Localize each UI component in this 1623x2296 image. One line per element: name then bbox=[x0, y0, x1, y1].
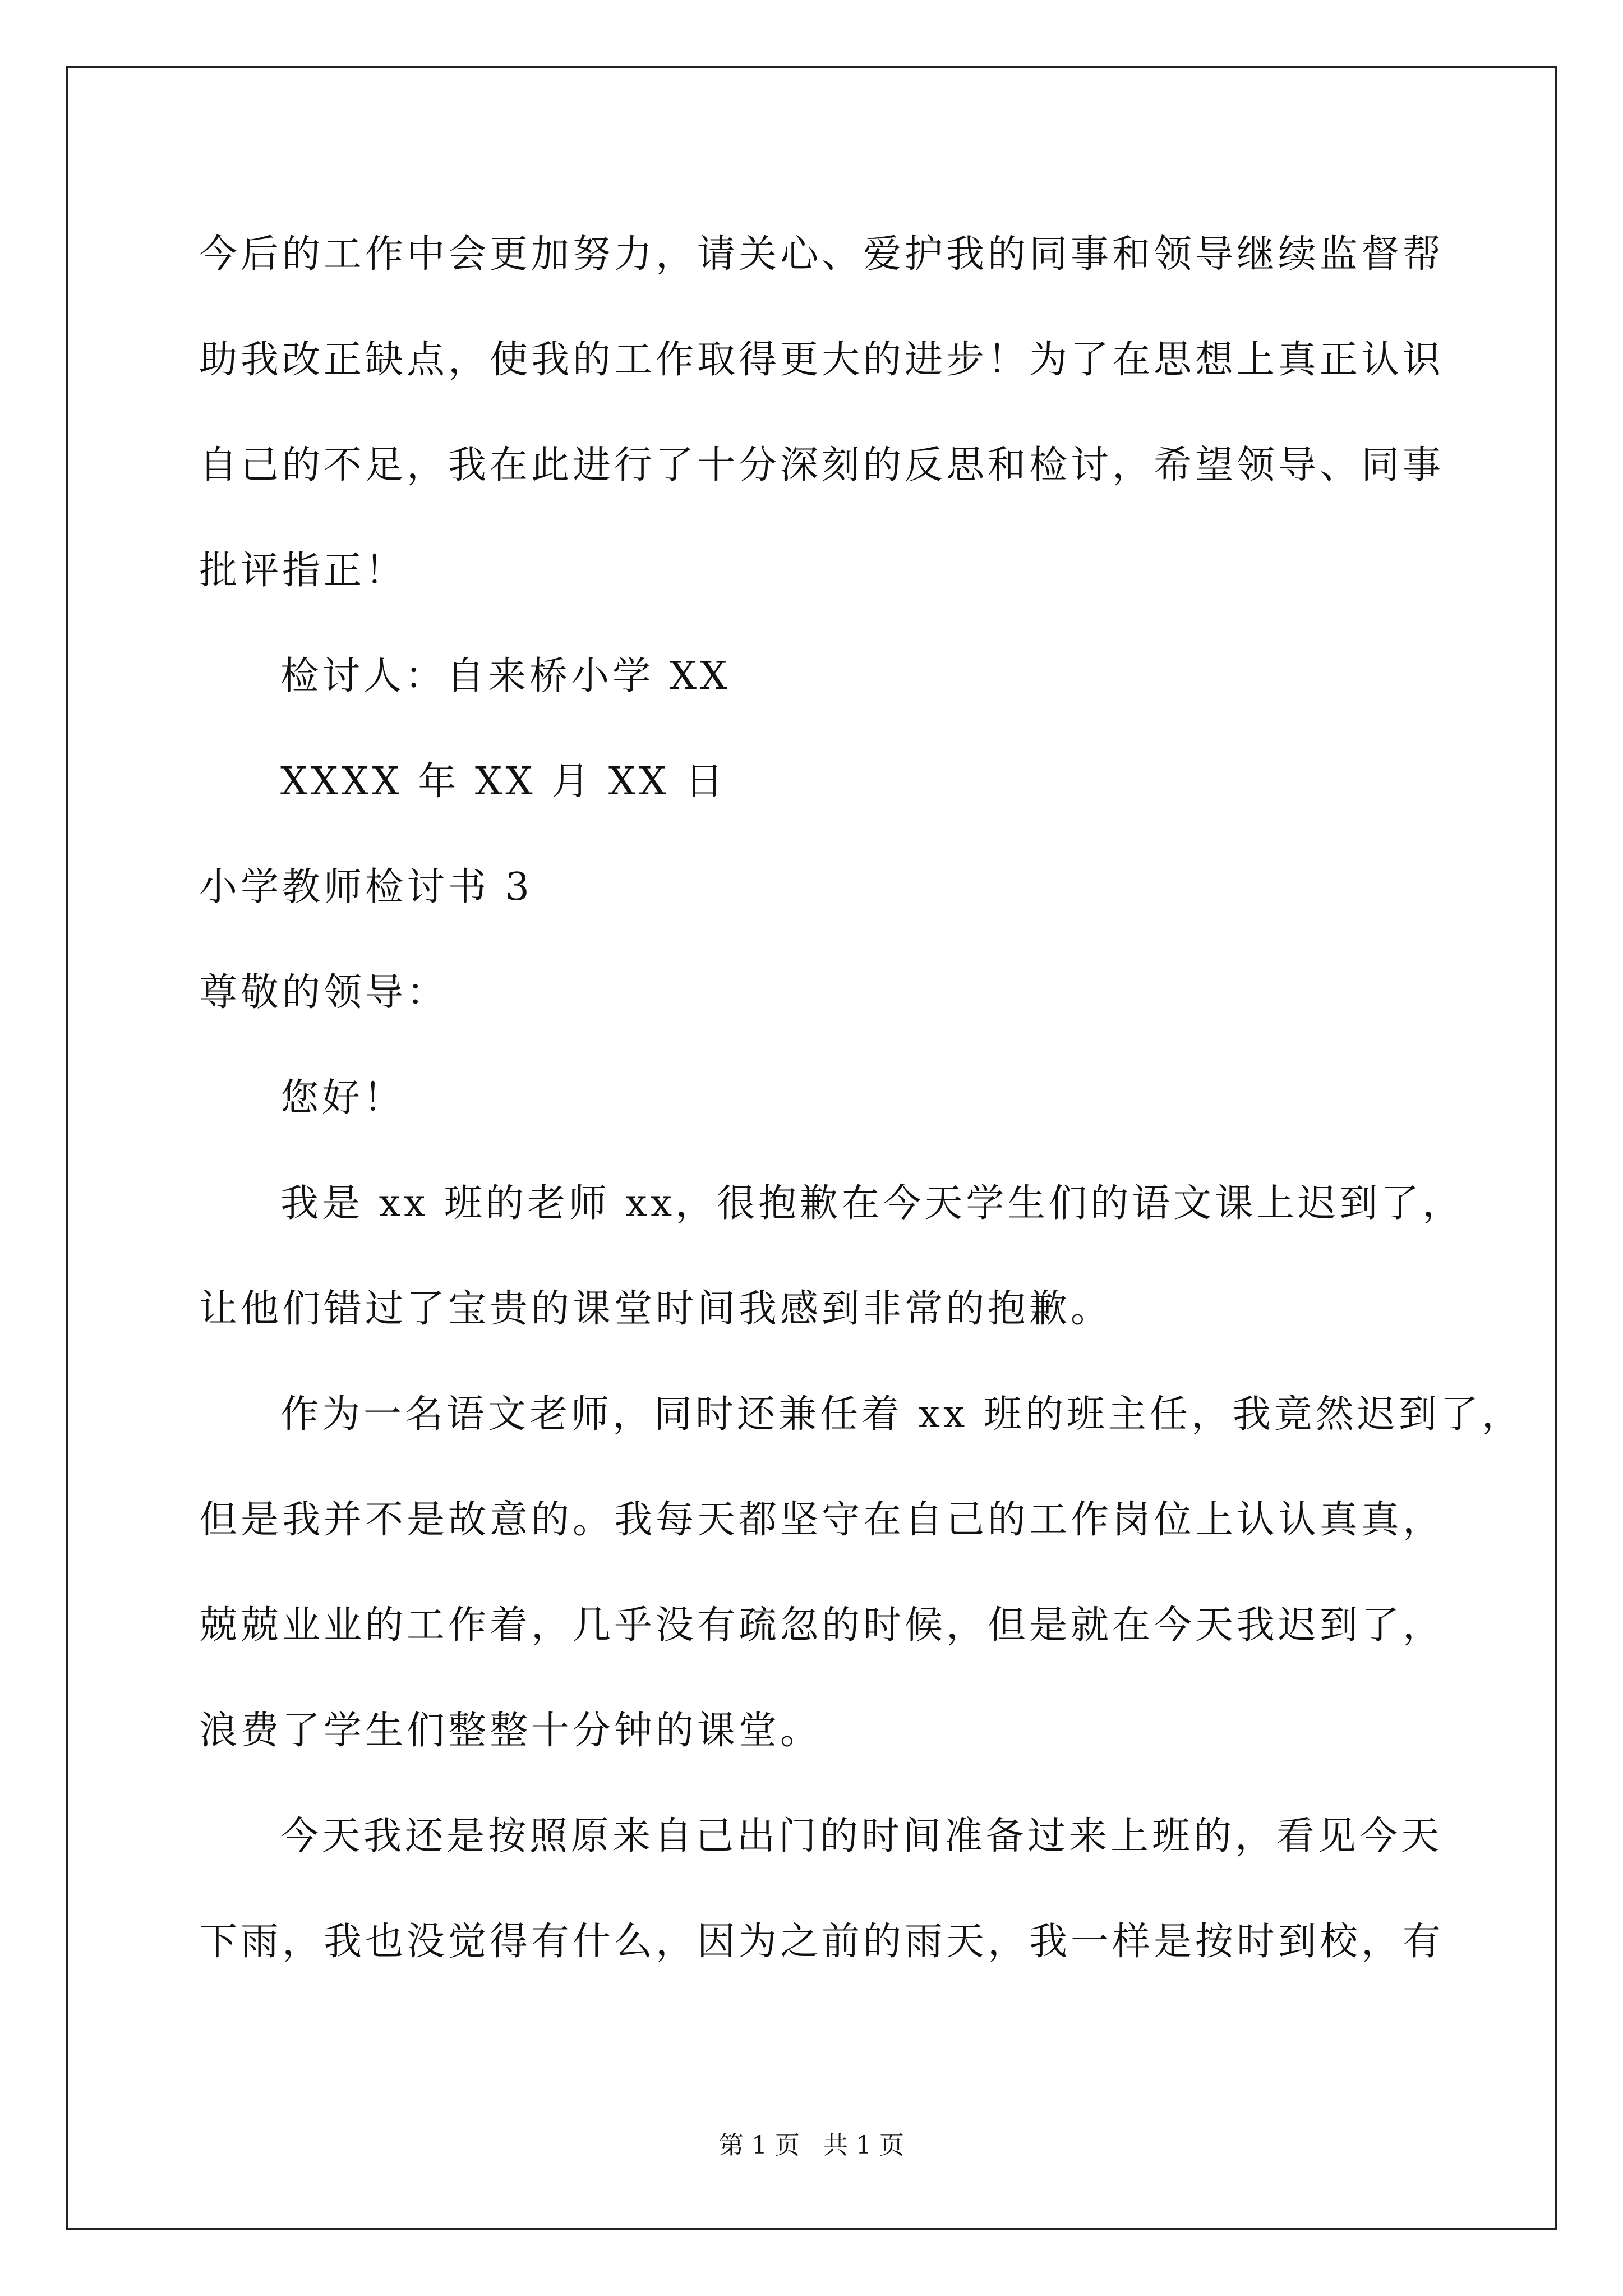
text-line: 兢兢业业的工作着，几乎没有疏忽的时候，但是就在今天我迟到了， bbox=[199, 1603, 1445, 1648]
text-line: 今天我还是按照原来自己出门的时间准备过来上班的，看见今天 bbox=[280, 1814, 1443, 1858]
text-line: 自己的不足，我在此进行了十分深刻的反思和检讨，希望领导、同事 bbox=[199, 443, 1445, 487]
date-line: XXXX 年 XX 月 XX 日 bbox=[280, 760, 727, 804]
text-line: 批评指正！ bbox=[199, 549, 407, 593]
document-body bbox=[199, 202, 1523, 1995]
text-line: 但是我并不是故意的。我每天都坚守在自己的工作岗位上认认真真， bbox=[199, 1498, 1445, 1542]
section-title: 小学教师检讨书 3 bbox=[199, 865, 533, 909]
signature-line: 检讨人：自来桥小学 XX bbox=[280, 654, 731, 698]
text-line: 作为一名语文老师，同时还兼任着 xx 班的班主任，我竟然迟到了， bbox=[280, 1392, 1523, 1437]
text-line: 今后的工作中会更加努力，请关心、爱护我的同事和领导继续监督帮 bbox=[199, 232, 1445, 277]
text-line: 我是 xx 班的老师 xx，很抱歉在今天学生们的语文课上迟到了， bbox=[280, 1181, 1464, 1226]
text-line: 下雨，我也没觉得有什么，因为之前的雨天，我一样是按时到校，有 bbox=[199, 1920, 1445, 1964]
text-line: 浪费了学生们整整十分钟的课堂。 bbox=[199, 1709, 822, 1753]
text-line: 助我改正缺点，使我的工作取得更大的进步！为了在思想上真正认识 bbox=[199, 338, 1445, 382]
text-line: 让他们错过了宝贵的课堂时间我感到非常的抱歉。 bbox=[199, 1287, 1113, 1331]
page-footer: 第 1 页 共 1 页 bbox=[719, 2131, 904, 2160]
greeting: 您好！ bbox=[280, 1076, 405, 1120]
salutation: 尊敬的领导： bbox=[199, 970, 449, 1015]
